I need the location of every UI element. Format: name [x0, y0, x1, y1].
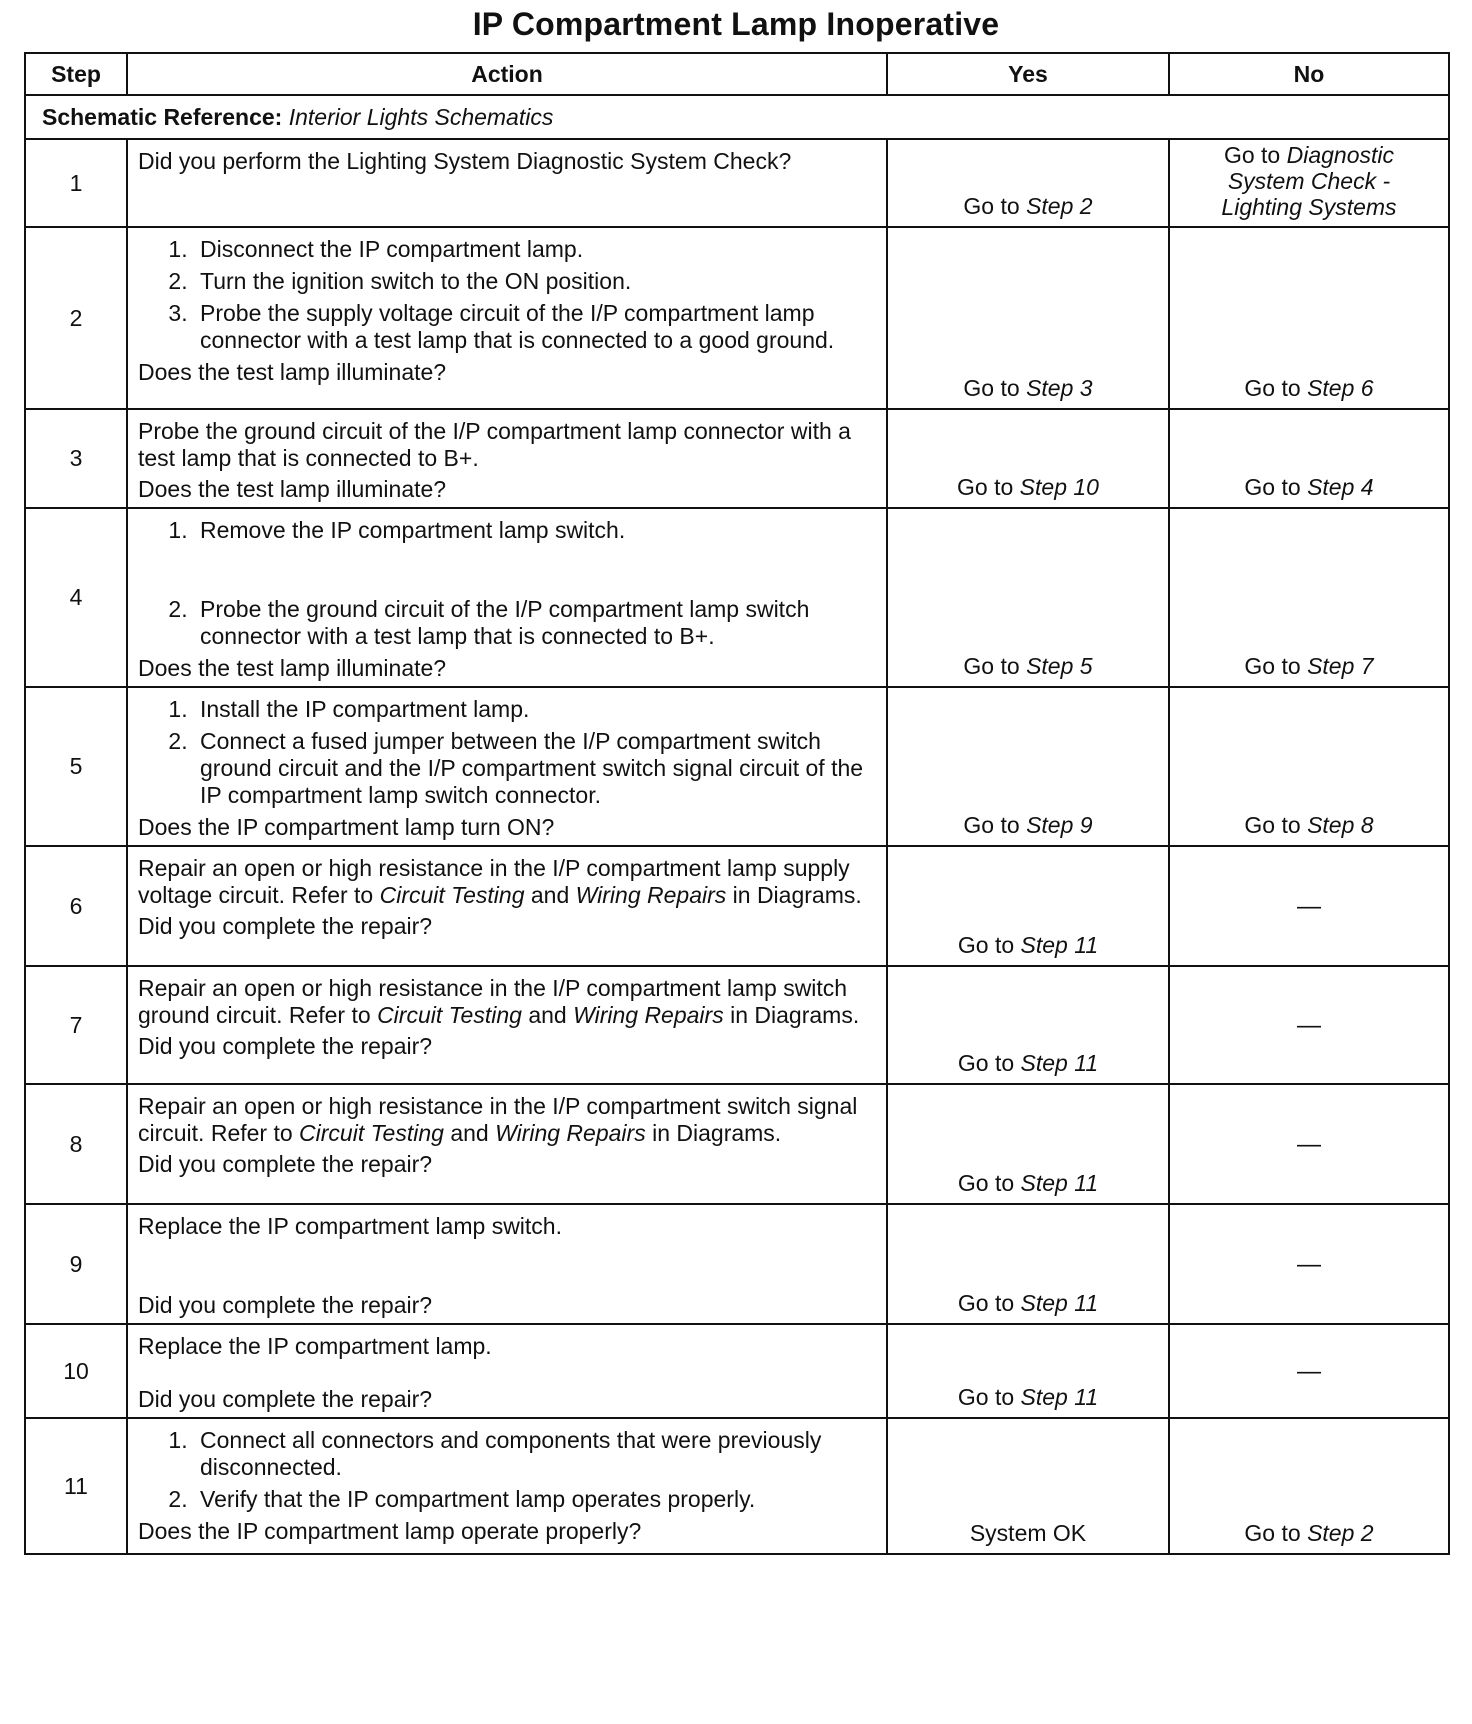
table-row	[25, 687, 1449, 846]
table-row	[25, 1324, 1449, 1418]
step-number: 9	[25, 1204, 127, 1324]
action-step-item: 1. Disconnect the IP compartment lamp.	[194, 236, 876, 263]
action-question: Did you complete the repair?	[138, 1151, 433, 1177]
action-text-part: in Diagrams.	[732, 882, 862, 908]
table-row	[25, 1084, 1449, 1204]
table-row	[25, 409, 1449, 508]
action-question: Does the IP compartment lamp operate properly?	[138, 1518, 642, 1544]
yes-cell	[887, 1324, 1169, 1418]
yes-cell	[887, 139, 1169, 227]
yes-cell	[887, 966, 1169, 1084]
yes-step-link[interactable]: Step 11	[1020, 1170, 1099, 1196]
step-number: 4	[25, 508, 127, 687]
not-applicable-dash: —	[1297, 1130, 1321, 1158]
action-steps-list	[138, 1427, 876, 1513]
action-text: Replace the IP compartment lamp switch.	[138, 1213, 562, 1239]
header-action: Action	[127, 53, 887, 95]
step-number: 1	[25, 139, 127, 227]
circuit-testing-link[interactable]: Circuit Testing	[379, 882, 525, 908]
system-ok-text: System OK	[969, 1520, 1087, 1546]
table-row	[25, 1204, 1449, 1324]
page-title: IP Compartment Lamp Inoperative	[472, 6, 1000, 42]
no-step-link[interactable]: Step 2	[1307, 1520, 1374, 1546]
and-text: and	[528, 1002, 567, 1028]
step-number: 11	[25, 1418, 127, 1554]
action-cell	[127, 1418, 887, 1554]
action-cell	[127, 139, 887, 227]
action-steps-list	[138, 696, 876, 809]
diagnostic-table-container	[24, 52, 1448, 1555]
yes-cell	[887, 227, 1169, 409]
yes-step-link[interactable]: Step 3	[1026, 375, 1093, 401]
step-number: 5	[25, 687, 127, 846]
action-text-part: Repair an open or high resistance in the I/P compartment lamp switch ground circuit. Refer to	[138, 975, 848, 1028]
yes-step-link[interactable]: Step 11	[1020, 1050, 1099, 1076]
no-link-line2: System Check -	[1227, 168, 1391, 194]
step-number: 10	[25, 1324, 127, 1418]
wiring-repairs-link[interactable]: Wiring Repairs	[573, 1002, 724, 1028]
action-steps-list	[138, 517, 876, 650]
table-row	[25, 1418, 1449, 1554]
yes-step-link[interactable]: Step 9	[1026, 812, 1093, 838]
action-text	[138, 855, 876, 909]
go-to-text: Go to	[1244, 375, 1301, 401]
yes-step-link[interactable]: Step 10	[1019, 474, 1099, 500]
action-step-item: 3. Probe the supply voltage circuit of the I/P compartment lamp connector with a test lamp that is connected to a good ground.	[194, 300, 876, 354]
action-cell	[127, 1084, 887, 1204]
no-go-to-text: Go to	[1223, 142, 1281, 168]
no-link-line1: Diagnostic	[1286, 142, 1395, 168]
yes-step-link[interactable]: Step 11	[1020, 932, 1099, 958]
action-step-item: 2. Connect a fused jumper between the I/P compartment switch ground circuit and the I/P compartment switch signal circuit of the IP compartment lamp switch connector.	[194, 728, 876, 809]
action-text: Probe the ground circuit of the I/P compartment lamp connector with a test lamp that is connected to B+.	[138, 418, 851, 471]
diagnostic-table	[24, 52, 1450, 1555]
action-cell	[127, 508, 887, 687]
step-number: 8	[25, 1084, 127, 1204]
action-question: Does the test lamp illuminate?	[138, 359, 447, 385]
schematic-reference-row	[25, 95, 1449, 139]
yes-cell	[887, 1084, 1169, 1204]
no-cell	[1169, 1204, 1449, 1324]
yes-step-link[interactable]: Step 2	[1026, 193, 1093, 219]
header-no: No	[1169, 53, 1449, 95]
action-cell	[127, 1204, 887, 1324]
action-text	[138, 975, 876, 1029]
yes-cell	[887, 508, 1169, 687]
wiring-repairs-link[interactable]: Wiring Repairs	[575, 882, 727, 908]
no-cell	[1169, 966, 1449, 1084]
go-to-text: Go to	[957, 1384, 1015, 1410]
wiring-repairs-link[interactable]: Wiring Repairs	[495, 1120, 646, 1146]
no-step-link[interactable]: Step 4	[1307, 474, 1374, 500]
no-cell	[1169, 1418, 1449, 1554]
action-step-item: 2. Verify that the IP compartment lamp operates properly.	[194, 1486, 876, 1513]
no-step-link[interactable]: Step 6	[1307, 375, 1374, 401]
no-step-link[interactable]: Step 7	[1307, 653, 1374, 679]
table-header-row	[25, 53, 1449, 95]
circuit-testing-link[interactable]: Circuit Testing	[299, 1120, 444, 1146]
go-to-text: Go to	[957, 932, 1015, 958]
no-cell	[1169, 409, 1449, 508]
no-cell	[1169, 687, 1449, 846]
no-cell	[1169, 139, 1449, 227]
action-spacer	[138, 1360, 876, 1382]
action-text	[138, 1093, 876, 1147]
yes-cell	[887, 846, 1169, 966]
no-cell	[1169, 1084, 1449, 1204]
go-to-text: Go to	[1244, 812, 1301, 838]
no-cell	[1169, 508, 1449, 687]
go-to-text: Go to	[957, 474, 1014, 500]
action-spacer	[138, 1240, 876, 1288]
action-question: Does the test lamp illuminate?	[138, 655, 447, 681]
action-cell	[127, 687, 887, 846]
go-to-text: Go to	[957, 1290, 1015, 1316]
action-cell	[127, 1324, 887, 1418]
circuit-testing-link[interactable]: Circuit Testing	[377, 1002, 522, 1028]
go-to-text: Go to	[963, 193, 1020, 219]
step-number: 6	[25, 846, 127, 966]
schematic-reference	[25, 95, 1449, 139]
action-text-part: Repair an open or high resistance in the I/P compartment lamp supply voltage circuit. Refer to	[138, 855, 850, 908]
action-step-item: 1. Remove the IP compartment lamp switch.	[194, 517, 876, 544]
go-to-text: Go to	[963, 812, 1020, 838]
step-number: 7	[25, 966, 127, 1084]
action-cell	[127, 409, 887, 508]
and-text: and	[530, 882, 570, 908]
no-step-link[interactable]: Step 8	[1307, 812, 1374, 838]
action-step-item: 1. Install the IP compartment lamp.	[194, 696, 876, 723]
go-to-text: Go to	[957, 1170, 1015, 1196]
action-cell	[127, 227, 887, 409]
action-text-part: in Diagrams.	[730, 1002, 860, 1028]
table-row	[25, 966, 1449, 1084]
diagnostic-system-check-link[interactable]	[1170, 142, 1448, 220]
yes-step-link[interactable]: Step 5	[1026, 653, 1093, 679]
action-steps-list	[138, 236, 876, 354]
action-question: Does the test lamp illuminate?	[138, 476, 447, 502]
go-to-text: Go to	[963, 375, 1020, 401]
action-text: Did you perform the Lighting System Diagnostic System Check?	[138, 148, 792, 174]
go-to-text: Go to	[1244, 653, 1301, 679]
action-question: Did you complete the repair?	[138, 1386, 433, 1412]
go-to-text: Go to	[957, 1050, 1015, 1076]
yes-cell	[887, 409, 1169, 508]
action-step-item: 2. Probe the ground circuit of the I/P compartment lamp switch connector with a test lamp that is connected to B+.	[194, 596, 876, 650]
action-text: Replace the IP compartment lamp.	[138, 1333, 492, 1359]
schematic-reference-label: Schematic Reference:	[42, 103, 283, 130]
step-number: 2	[25, 227, 127, 409]
action-question: Does the IP compartment lamp turn ON?	[138, 814, 555, 840]
no-link-line3: Lighting Systems	[1221, 194, 1397, 220]
no-cell	[1169, 1324, 1449, 1418]
no-cell	[1169, 227, 1449, 409]
action-text-part: in Diagrams.	[652, 1120, 782, 1146]
yes-cell	[887, 1418, 1169, 1554]
go-to-text: Go to	[963, 653, 1020, 679]
yes-step-link[interactable]: Step 11	[1020, 1384, 1099, 1410]
yes-step-link[interactable]: Step 11	[1020, 1290, 1099, 1316]
header-step: Step	[25, 53, 127, 95]
action-question: Did you complete the repair?	[138, 913, 433, 939]
table-row	[25, 227, 1449, 409]
no-cell	[1169, 846, 1449, 966]
and-text: and	[450, 1120, 489, 1146]
go-to-text: Go to	[1244, 1520, 1301, 1546]
not-applicable-dash: —	[1297, 1011, 1321, 1039]
table-row	[25, 846, 1449, 966]
step-number: 3	[25, 409, 127, 508]
header-yes: Yes	[887, 53, 1169, 95]
action-step-item: 1. Connect all connectors and components that were previously disconnected.	[194, 1427, 876, 1481]
not-applicable-dash: —	[1297, 892, 1321, 920]
table-row	[25, 139, 1449, 227]
action-cell	[127, 846, 887, 966]
yes-cell	[887, 687, 1169, 846]
table-row	[25, 508, 1449, 687]
not-applicable-dash: —	[1297, 1250, 1321, 1278]
not-applicable-dash: —	[1297, 1357, 1321, 1385]
action-step-item: 2. Turn the ignition switch to the ON position.	[194, 268, 876, 295]
action-question: Did you complete the repair?	[138, 1292, 433, 1318]
schematic-reference-link[interactable]: Interior Lights Schematics	[288, 103, 554, 130]
action-question: Did you complete the repair?	[138, 1033, 433, 1059]
action-text-part: Repair an open or high resistance in the I/P compartment switch signal circuit. Refer to	[138, 1093, 858, 1146]
yes-cell	[887, 1204, 1169, 1324]
action-cell	[127, 966, 887, 1084]
go-to-text: Go to	[1244, 474, 1301, 500]
